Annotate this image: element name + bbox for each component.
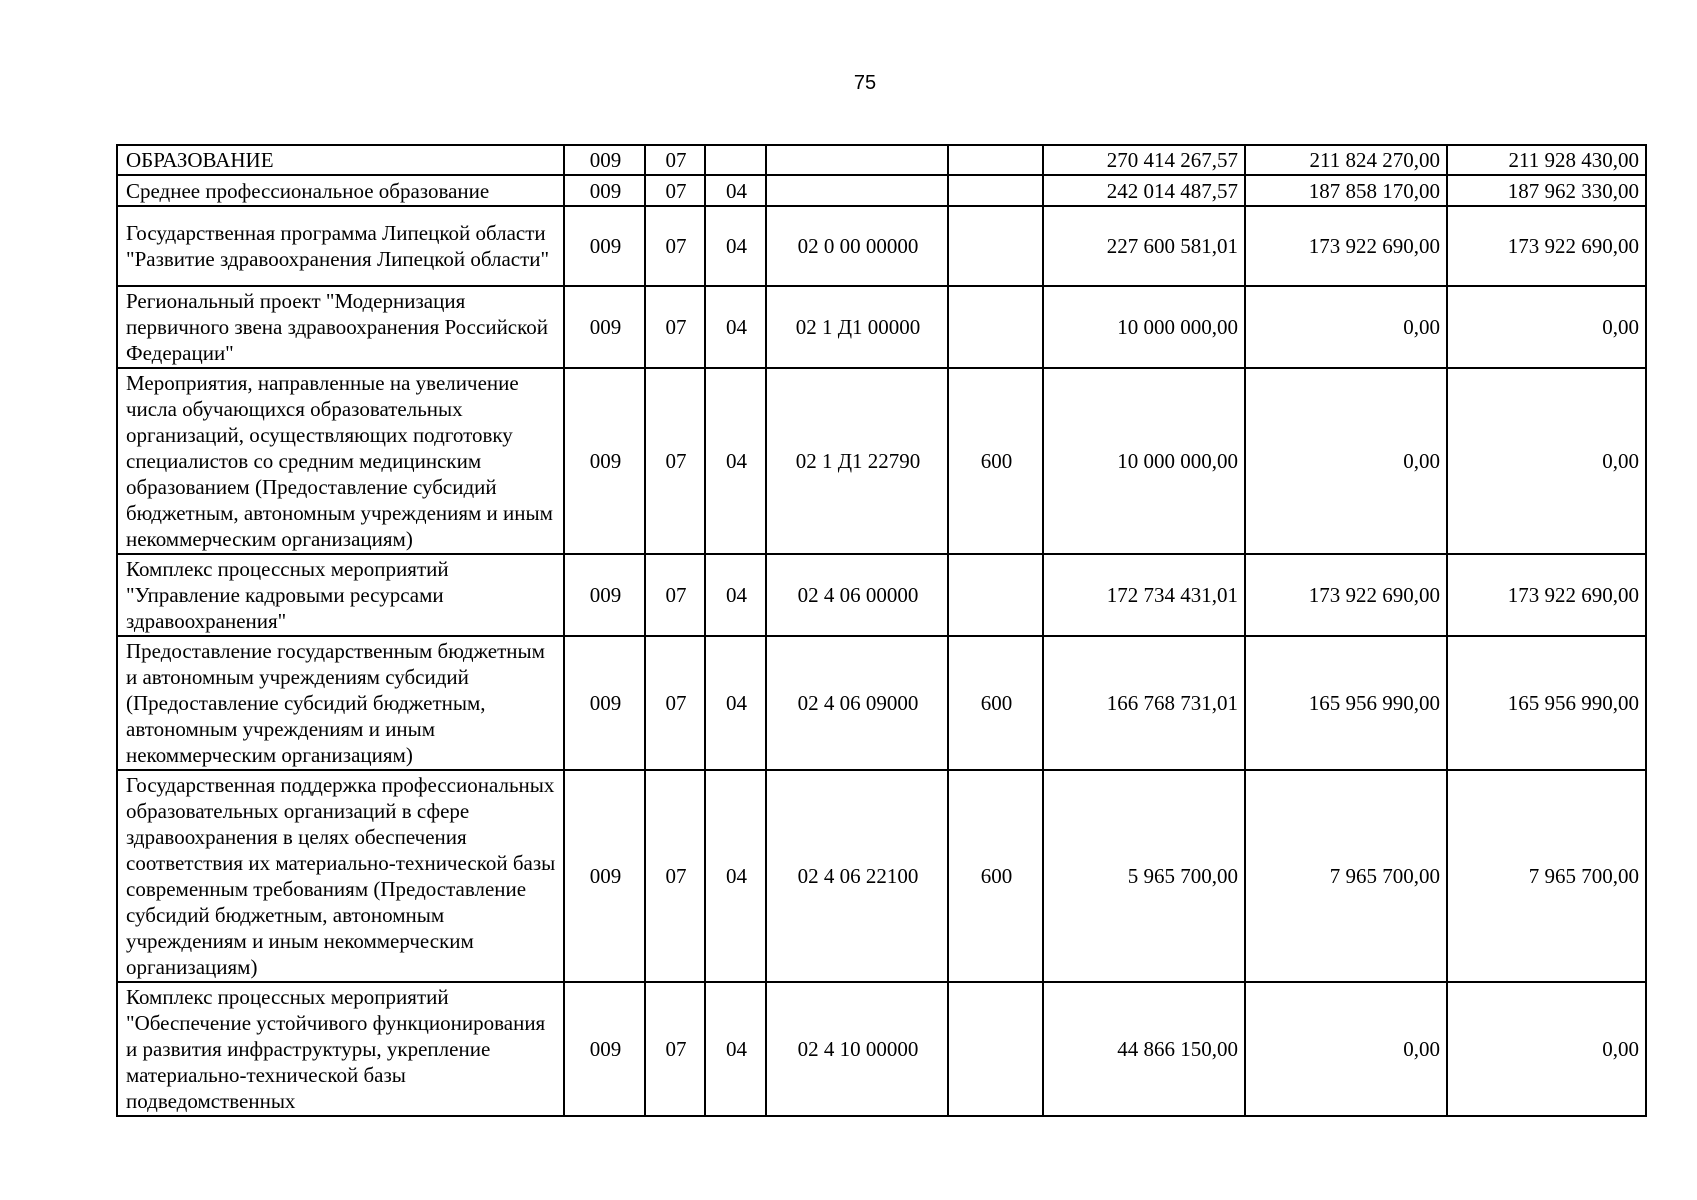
- vr-cell: [948, 175, 1043, 206]
- budget-table: [116, 144, 1647, 1117]
- table-row: [117, 636, 1646, 770]
- vr-cell: [948, 286, 1043, 368]
- csr-cell: 02 1 Д1 22790: [766, 368, 948, 554]
- pr-cell: [705, 145, 766, 175]
- pr-cell: 04: [705, 206, 766, 286]
- vr-cell: [948, 145, 1043, 175]
- pr-cell: 04: [705, 286, 766, 368]
- rz-cell: 07: [645, 175, 705, 206]
- rz-cell: 07: [645, 286, 705, 368]
- amount-year1-cell: 227 600 581,01: [1043, 206, 1245, 286]
- vr-cell: [948, 554, 1043, 636]
- row-name-cell: ОБРАЗОВАНИЕ: [117, 145, 564, 175]
- amount-year2-cell: 0,00: [1245, 982, 1447, 1116]
- rz-cell: 07: [645, 145, 705, 175]
- vr-cell: 600: [948, 368, 1043, 554]
- csr-cell: 02 0 00 00000: [766, 206, 948, 286]
- amount-year1-cell: 10 000 000,00: [1043, 368, 1245, 554]
- ved-cell: 009: [564, 286, 645, 368]
- vr-cell: 600: [948, 636, 1043, 770]
- amount-year3-cell: 0,00: [1447, 982, 1646, 1116]
- csr-cell: 02 4 06 09000: [766, 636, 948, 770]
- rz-cell: 07: [645, 770, 705, 982]
- pr-cell: 04: [705, 368, 766, 554]
- rz-cell: 07: [645, 982, 705, 1116]
- row-name-cell: Региональный проект "Модернизация первичного звена здравоохранения Российской Федерации": [117, 286, 564, 368]
- ved-cell: 009: [564, 175, 645, 206]
- csr-cell: [766, 175, 948, 206]
- vr-cell: 600: [948, 770, 1043, 982]
- amount-year3-cell: 7 965 700,00: [1447, 770, 1646, 982]
- vr-cell: [948, 982, 1043, 1116]
- amount-year2-cell: 7 965 700,00: [1245, 770, 1447, 982]
- table-row: [117, 982, 1646, 1116]
- table-row: [117, 554, 1646, 636]
- table-row: [117, 145, 1646, 175]
- ved-cell: 009: [564, 770, 645, 982]
- amount-year2-cell: 0,00: [1245, 368, 1447, 554]
- table-row: [117, 368, 1646, 554]
- page-number: 75: [853, 72, 877, 94]
- row-name-cell: Комплекс процессных мероприятий "Обеспечение устойчивого функционирования и развития инфраструктуры, укрепление материально-технической базы подведомственных: [117, 982, 564, 1116]
- amount-year1-cell: 172 734 431,01: [1043, 554, 1245, 636]
- amount-year3-cell: 187 962 330,00: [1447, 175, 1646, 206]
- rz-cell: 07: [645, 554, 705, 636]
- amount-year2-cell: 165 956 990,00: [1245, 636, 1447, 770]
- csr-cell: 02 1 Д1 00000: [766, 286, 948, 368]
- amount-year3-cell: 211 928 430,00: [1447, 145, 1646, 175]
- csr-cell: 02 4 06 00000: [766, 554, 948, 636]
- amount-year3-cell: 173 922 690,00: [1447, 554, 1646, 636]
- pr-cell: 04: [705, 554, 766, 636]
- amount-year2-cell: 173 922 690,00: [1245, 554, 1447, 636]
- table-row: [117, 175, 1646, 206]
- ved-cell: 009: [564, 368, 645, 554]
- ved-cell: 009: [564, 206, 645, 286]
- amount-year2-cell: 0,00: [1245, 286, 1447, 368]
- amount-year3-cell: 0,00: [1447, 368, 1646, 554]
- amount-year2-cell: 211 824 270,00: [1245, 145, 1447, 175]
- ved-cell: 009: [564, 982, 645, 1116]
- row-name-cell: Государственная программа Липецкой области "Развитие здравоохранения Липецкой области": [117, 206, 564, 286]
- amount-year1-cell: 270 414 267,57: [1043, 145, 1245, 175]
- amount-year1-cell: 5 965 700,00: [1043, 770, 1245, 982]
- ved-cell: 009: [564, 636, 645, 770]
- ved-cell: 009: [564, 145, 645, 175]
- vr-cell: [948, 206, 1043, 286]
- csr-cell: 02 4 10 00000: [766, 982, 948, 1116]
- rz-cell: 07: [645, 636, 705, 770]
- rz-cell: 07: [645, 368, 705, 554]
- rz-cell: 07: [645, 206, 705, 286]
- table-row: [117, 206, 1646, 286]
- row-name-cell: Комплекс процессных мероприятий "Управление кадровыми ресурсами здравоохранения": [117, 554, 564, 636]
- table-row: [117, 286, 1646, 368]
- amount-year1-cell: 44 866 150,00: [1043, 982, 1245, 1116]
- amount-year3-cell: 165 956 990,00: [1447, 636, 1646, 770]
- row-name-cell: Предоставление государственным бюджетным и автономным учреждениям субсидий (Предоставление субсидий бюджетным, автономным учреждениям и иным некоммерческим организациям): [117, 636, 564, 770]
- csr-cell: [766, 145, 948, 175]
- amount-year3-cell: 0,00: [1447, 286, 1646, 368]
- amount-year2-cell: 173 922 690,00: [1245, 206, 1447, 286]
- pr-cell: 04: [705, 175, 766, 206]
- amount-year1-cell: 242 014 487,57: [1043, 175, 1245, 206]
- row-name-cell: Мероприятия, направленные на увеличение числа обучающихся образовательных организаций, осуществляющих подготовку специалистов со средним медицинским образованием (Предоставление субсидий бюджетным, автономным учреждениям и иным некоммерческим организациям): [117, 368, 564, 554]
- csr-cell: 02 4 06 22100: [766, 770, 948, 982]
- amount-year3-cell: 173 922 690,00: [1447, 206, 1646, 286]
- row-name-cell: Среднее профессиональное образование: [117, 175, 564, 206]
- pr-cell: 04: [705, 770, 766, 982]
- pr-cell: 04: [705, 636, 766, 770]
- pr-cell: 04: [705, 982, 766, 1116]
- table-row: [117, 770, 1646, 982]
- row-name-cell: Государственная поддержка профессиональных образовательных организаций в сфере здравоохранения в целях обеспечения соответствия их материально-технической базы современным требованиям (Предоставление субсидий бюджетным, автономным учреждениям и иным некоммерческим организациям): [117, 770, 564, 982]
- amount-year1-cell: 166 768 731,01: [1043, 636, 1245, 770]
- ved-cell: 009: [564, 554, 645, 636]
- amount-year1-cell: 10 000 000,00: [1043, 286, 1245, 368]
- amount-year2-cell: 187 858 170,00: [1245, 175, 1447, 206]
